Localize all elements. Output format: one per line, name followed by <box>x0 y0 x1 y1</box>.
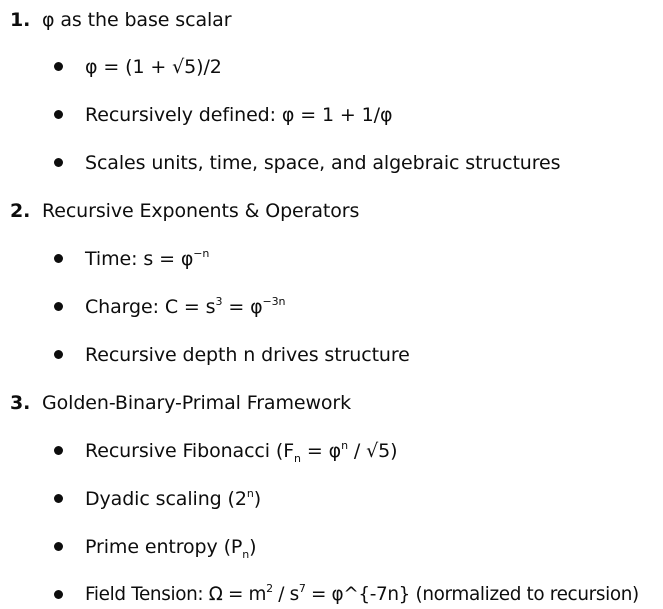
bullet-icon <box>54 494 63 503</box>
item-text: = φ <box>300 440 342 462</box>
item-text: Recursive depth n drives structure <box>85 344 410 366</box>
list-item <box>85 535 256 559</box>
item-text: = φ <box>222 296 263 318</box>
bullet-icon <box>54 158 63 167</box>
bullet-icon <box>54 110 63 119</box>
list-item <box>85 103 392 127</box>
superscript: n <box>341 438 348 452</box>
item-text: = φ^{-7n} (normalized to recursion) <box>305 584 639 605</box>
item-text: ) <box>249 536 257 558</box>
item-text: Prime entropy (P <box>85 536 243 558</box>
superscript: 3 <box>215 294 223 308</box>
subscript: n <box>294 451 301 465</box>
bullet-icon <box>54 542 63 551</box>
item-text: Field Tension: Ω = m <box>85 584 267 605</box>
section-title: Recursive Exponents & Operators <box>42 200 360 222</box>
bullet-icon <box>54 254 63 263</box>
superscript: n <box>246 486 254 500</box>
list-item <box>85 247 209 271</box>
item-text: Dyadic scaling (2 <box>85 488 247 510</box>
section-number: 2. <box>10 200 31 222</box>
section-number: 3. <box>10 392 31 414</box>
item-text: / s <box>272 584 299 605</box>
item-text: Time: s = φ <box>85 248 194 270</box>
list-item <box>85 583 639 607</box>
superscript: 2 <box>266 581 273 595</box>
list-item <box>85 151 560 175</box>
list-item <box>85 439 397 463</box>
item-text: ) <box>253 488 262 510</box>
item-text: Recursively defined: φ = 1 + 1/φ <box>85 104 393 126</box>
section-title: Golden-Binary-Primal Framework <box>42 392 352 414</box>
superscript: −n <box>193 246 210 260</box>
item-text: Charge: C = s <box>85 296 216 318</box>
list-item <box>85 487 261 511</box>
section-title: φ as the base scalar <box>42 9 232 31</box>
section-number: 1. <box>10 9 31 31</box>
bullet-icon <box>54 350 63 359</box>
subscript: n <box>242 547 250 561</box>
bullet-icon <box>54 590 63 599</box>
superscript: −3n <box>262 294 286 308</box>
bullet-icon <box>54 446 63 455</box>
list-item <box>85 343 410 367</box>
bullet-icon <box>54 302 63 311</box>
item-text: / √5) <box>347 440 398 462</box>
item-text: Recursive Fibonacci (F <box>85 440 295 462</box>
list-item <box>85 295 285 319</box>
item-text: Scales units, time, space, and algebraic structures <box>85 152 561 174</box>
superscript: 7 <box>298 581 306 595</box>
item-text: φ = (1 + √5)/2 <box>85 56 222 78</box>
list-item <box>85 55 222 79</box>
bullet-icon <box>54 62 63 71</box>
